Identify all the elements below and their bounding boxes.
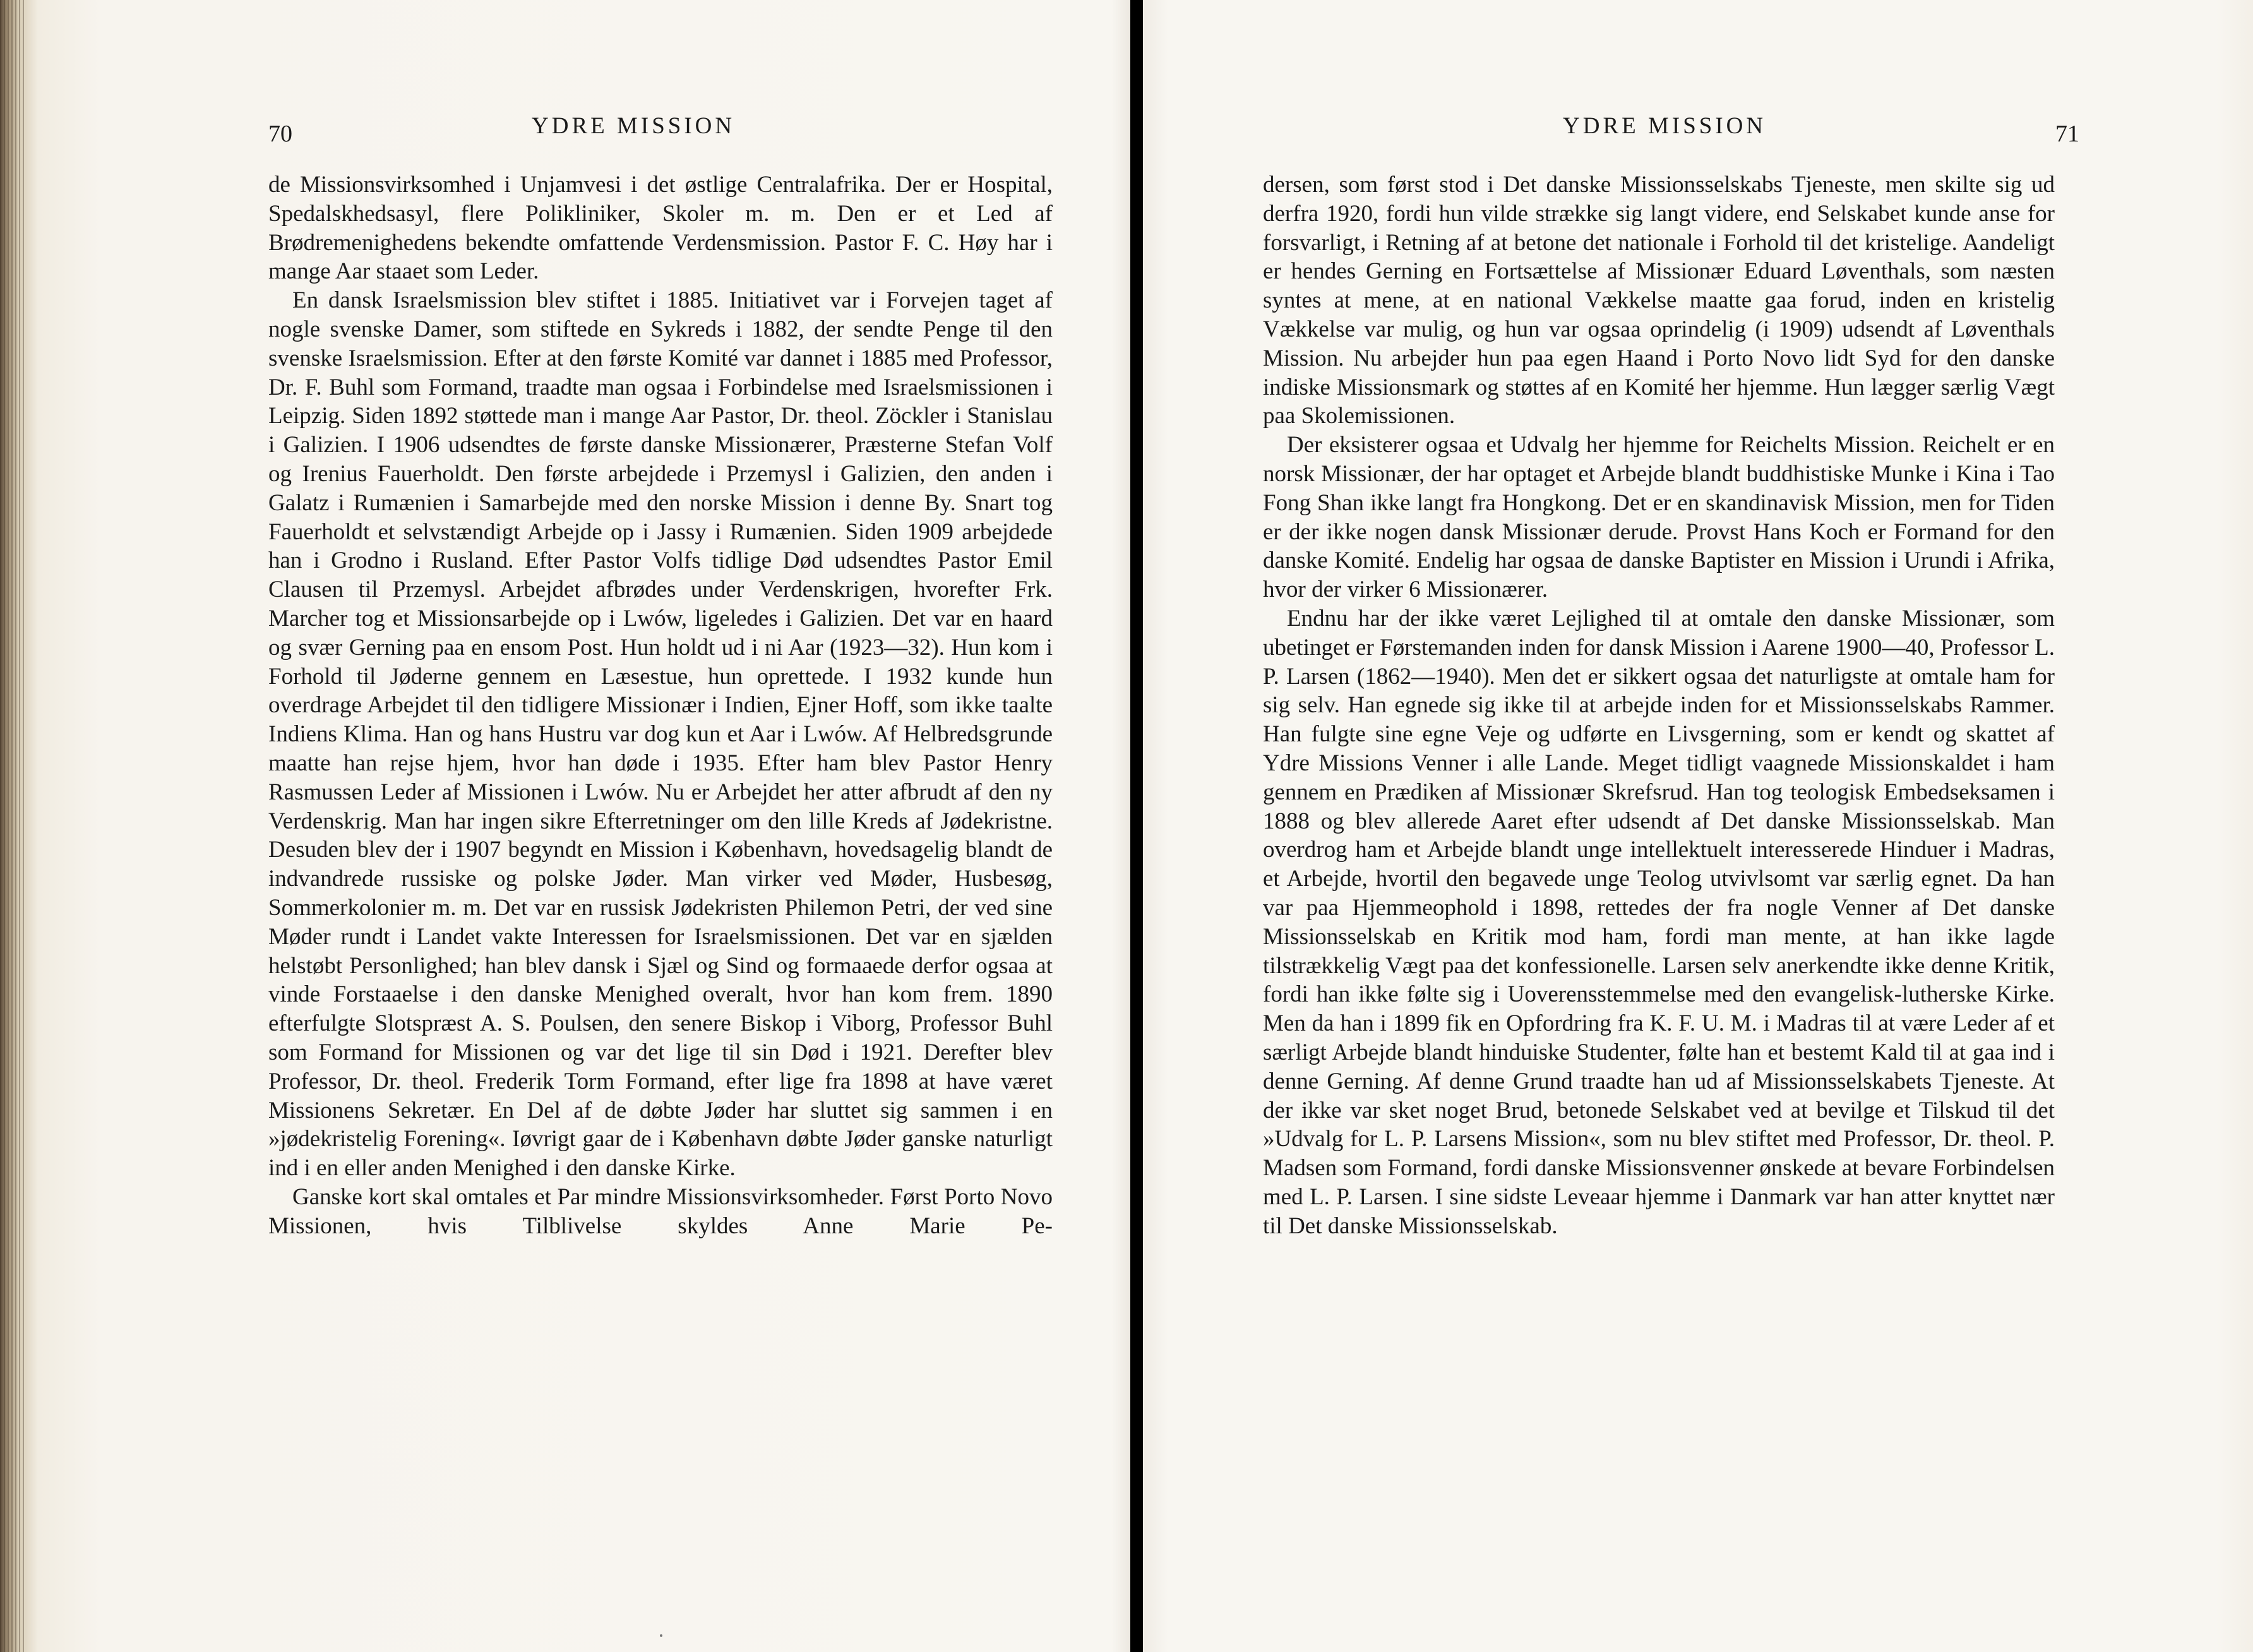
right-text-block xyxy=(1263,171,2055,1240)
paragraph: de Missionsvirksomhed i Unjamvesi i det østlige Centralafrika. Der er Hospital, Spedalskhedsasyl, flere Polikliniker, Skoler m. m. Den er et Led af Brødremenighedens bekendte omfattende Verdensmission. Pastor F. C. Høy har i mange Aar staaet som Leder. xyxy=(268,172,1053,285)
page-number-right: 71 xyxy=(2055,121,2079,147)
paragraph: Der eksisterer ogsaa et Udvalg her hjemme for Reichelts Mission. Reichelt er en norsk Missionær, der har optaget et Arbejde blandt buddhistiske Munke i Kina i Tao Fong Shan ikke langt fra Hongkong. Det er en skandinavisk Mission, men for Tiden er der ikke nogen dansk Missionær derude. Provst Hans Koch er Formand for den danske Komité. Endelig har ogsaa de danske Baptister en Mission i Urundi i Afrika, hvor der virker 6 Missionærer. xyxy=(1263,432,2055,603)
print-speck xyxy=(660,1634,662,1637)
paragraph: Ganske kort skal omtales et Par mindre Missionsvirksomheder. Først Porto Novo Missionen, hvis Tilblivelse skyldes Anne Marie Pe- xyxy=(268,1183,1053,1239)
page-number-left: 70 xyxy=(268,121,292,147)
paragraph: Endnu har der ikke været Lejlighed til at omtale den danske Missionær, som ubetinget er Førstemanden inden for dansk Mission i Aarene 1900—40, Professor L. P. Larsen (1862—1940). Men det er sikkert ogsaa det naturligste at omtale ham for sig selv. Han egnede sig ikke til at arbejde inden for et Missionsselskabs Rammer. Han fulgte sine egne Veje og udførte en Livsgerning, som er kendt og skattet af Ydre Missions Venner i alle Lande. Meget tidligt vaagnede Missionskaldet i ham gennem en Prædiken af Missionær Skrefsrud. Han tog teologisk Embedseksamen i 1888 og blev allerede Aaret efter udsendt af Det danske Missionsselskab. Man overdrog ham et Arbejde blandt unge intellektuelt interesserede Hinduer i Madras, et Arbejde, hvortil den begavede unge Teolog utvivlsomt var særlig egnet. Da han var paa Hjemmeophold i 1898, rettedes der fra nogle Venner af Det danske Missionsselskab en Kritik mod ham, fordi man mente, at han ikke lagde tilstrækkelig Vægt paa det konfessionelle. Larsen selv anerkendte ikke denne Kritik, fordi han ikke følte sig i Uoverensstemmelse med den evangelisk-lutherske Kirke. Men da han i 1899 fik en Opfordring fra K. F. U. M. i Madras til at være Leder af et særligt Arbejde blandt hinduiske Studenter, følte han et bestemt Kald til at gaa ind i denne Gerning. Af denne Grund traadte han ud af Missionsselskabets Tjeneste. At der ikke var sket noget Brud, betonede Selskabet ved at bevilge et Tilskud til det »Udvalg for L. P. Larsens Mission«, som nu blev stiftet med Professor, Dr. theol. P. Madsen som Formand, fordi danske Missionsvenner ønskede at bevare Forbindelsen med L. P. Larsen. I sine sidste Leveaar hjemme i Danmark var han atter knyttet nær til Det danske Missionsselskab. xyxy=(1263,605,2055,1239)
paragraph: dersen, som først stod i Det danske Missionsselskabs Tjeneste, men skilte sig ud derfra 1920, fordi hun vilde strække sig langt videre, end Selskabet kunde anse for forsvarligt, i Retning af at betone det nationale i Forhold til det kristelige. Aandeligt er hendes Gerning en Fortsættelse af Missionær Eduard Løventhals, som næsten syntes at mene, at en national Vækkelse maatte gaa forud, inden en kristelig Vækkelse var mulig, og hun var ogsaa oprindelig (i 1909) udsendt af Løventhals Mission. Nu arbejder hun paa egen Haand i Porto Novo lidt Syd for den danske indiske Missionsmark og støttes af en Komité her hjemme. Hun lægger særlig Vægt paa Skolemissionen. xyxy=(1263,172,2055,429)
running-head-left: YDRE MISSION xyxy=(532,113,736,139)
page-edge-shadow xyxy=(0,0,25,1652)
left-text-block xyxy=(268,171,1053,1240)
running-head-right: YDRE MISSION xyxy=(1563,113,1767,139)
right-page xyxy=(1143,0,2253,1652)
paragraph: En dansk Israelsmission blev stiftet i 1885. Initiativet var i Forvejen taget af nogle svenske Damer, som stiftede en Sykreds i 1882, der sendte Penge til den svenske Israelsmission. Efter at den første Komité var dannet i 1885 med Professor, Dr. F. Buhl som Formand, traadte man ogsaa i Forbindelse med Israelsmissionen i Leipzig. Siden 1892 støttede man i mange Aar Pastor, Dr. theol. Zöckler i Stanislau i Galizien. I 1906 udsendtes de første danske Missionærer, Præsterne Stefan Volf og Irenius Fauerholdt. Den første arbejdede i Przemysl i Galizien, den anden i Galatz i Rumænien i Samarbejde med den norske Mission i denne By. Snart tog Fauerholdt et selvstændigt Arbejde op i Jassy i Rumænien. Siden 1909 arbejdede han i Grodno i Rusland. Efter Pastor Volfs tidlige Død udsendtes Pastor Emil Clausen til Przemysl. Arbejdet afbrødes under Verdenskrigen, hvorefter Frk. Marcher tog et Missionsarbejde op i Lwów, ligeledes i Galizien. Det var en haard og svær Gerning paa en ensom Post. Hun holdt ud i ni Aar (1923—32). Hun kom i Forhold til Jøderne gennem en Læsestue, hun oprettede. I 1932 kunde hun overdrage Arbejdet til den tidligere Missionær i Indien, Ejner Hoff, som ikke taalte Indiens Klima. Han og hans Hustru var dog kun et Aar i Lwów. Af Helbredsgrunde maatte han rejse hjem, hvor han døde i 1935. Efter ham blev Pastor Henry Rasmussen Leder af Missionen i Lwów. Nu er Arbejdet her atter afbrudt af den ny Verdenskrig. Man har ingen sikre Efterretninger om den lille Kreds af Jødekristne. Desuden blev der i 1907 begyndt en Mission i København, hovedsagelig blandt de indvandrede russiske og polske Jøder. Man virker ved Møder, Husbesøg, Sommerkolonier m. m. Det var en russisk Jødekristen Philemon Petri, der ved sine Møder rundt i Landet vakte Interessen for Israelsmissionen. Det var en sjælden helstøbt Personlighed; han blev dansk i Sjæl og Sind og formaaede derfor ogsaa at vinde Forstaaelse i den danske Menighed overalt, hvor han kom frem. 1890 efterfulgte Slotspræst A. S. Poulsen, den senere Biskop i Viborg, Professor Buhl som Formand for Missionen og var det lige til sin Død i 1921. Derefter blev Professor, Dr. theol. Frederik Torm Formand, efter lige fra 1898 at have været Missionens Sekretær. En Del af de døbte Jøder har sluttet sig sammen i en »jødekristelig Forening«. Iøvrigt gaar de i København døbte Jøder ganske naturligt ind i en eller anden Menighed i den danske Kirke. xyxy=(268,287,1053,1182)
spine-gap xyxy=(1130,0,1143,1652)
